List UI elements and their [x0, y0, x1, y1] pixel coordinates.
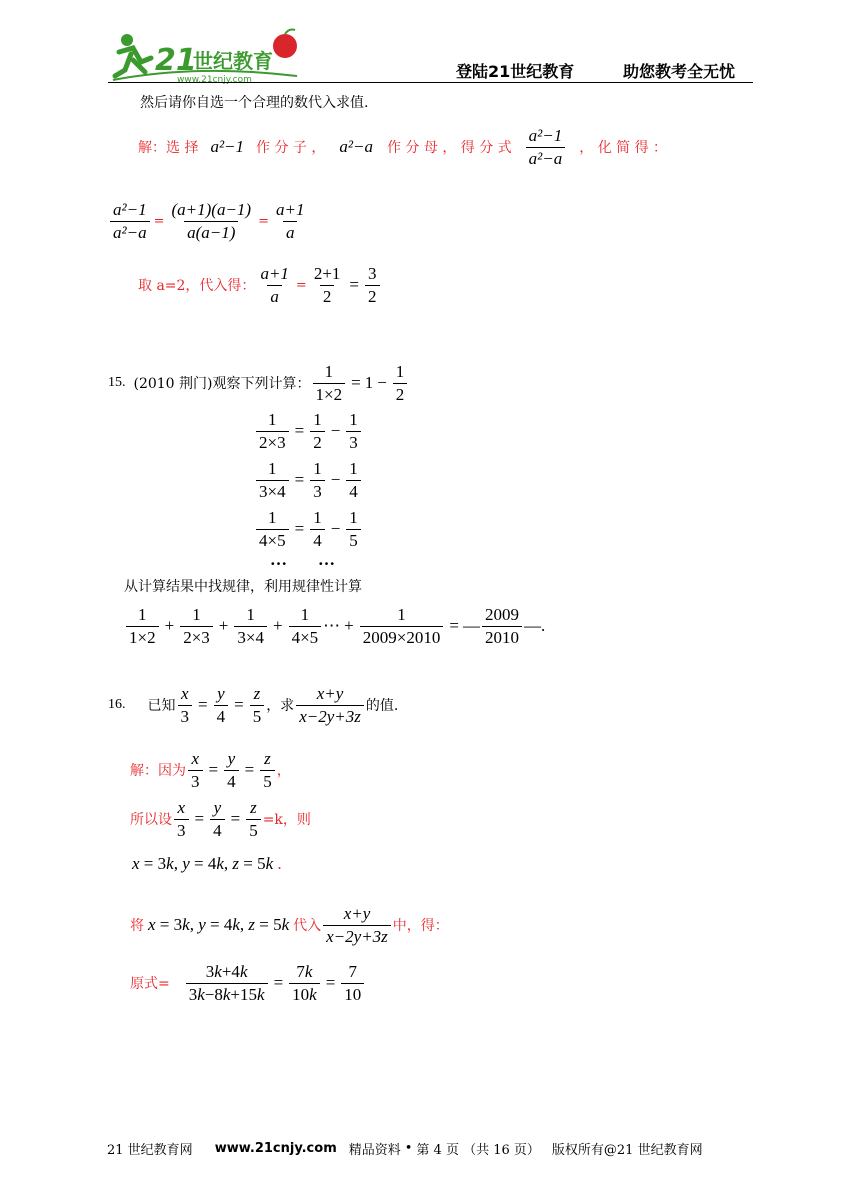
q16-because: 解：因为 $\frac{x}{3}$ = $\frac{y}{4}$ = $\frac{z}{5}$ ，: [130, 749, 291, 791]
svg-text:21: 21: [155, 43, 197, 78]
header-rule: [108, 82, 753, 83]
footer-label: 精品资料: [348, 1143, 401, 1158]
q16-k-values: x = 3k, y = 4k, z = 5k .: [132, 854, 282, 873]
q15-header: 15. (2010 荆门)观察下列计算： $\frac{1}{1\times 2}$ = 1 − $\frac{1}{2}$: [108, 362, 409, 404]
q16-value-of: 的值.: [365, 698, 399, 715]
q16-substitute: 将 x = 3k, y = 4k, z = 5k 代入 $\frac{x+y}{x-2y+3z}$ 中，得：: [130, 904, 449, 946]
q15-pattern-row-1: $\frac{1}{2\times 3}$ = $\frac{1}{2}$ − $\frac{1}{3}$: [254, 410, 363, 452]
site-logo[interactable]: [107, 26, 307, 88]
q15-dots-left: …: [270, 550, 287, 569]
footer-url[interactable]: www.21cnjy.com: [214, 1141, 337, 1156]
header-slogan-left: 登陆21世纪教育: [456, 62, 575, 81]
footer-page: 第 4 页 （共 16 页）: [416, 1143, 540, 1158]
q15-number: 15.: [108, 375, 126, 391]
q15-pattern-row-3: $\frac{1}{4\times 5}$ = $\frac{1}{4}$ − $\frac{1}{5}$: [254, 508, 363, 550]
svg-text:世纪教育: 世纪教育: [193, 49, 273, 73]
q16-result: 原式= $\frac{3k+4k}{3k-8k+15k}$ = $\frac{7k}{10k}$ = $\frac{7}{10}$: [130, 962, 366, 1004]
sol14-as-denom: 作 分 母 ， 得 分 式: [386, 140, 512, 157]
header-slogan-right: 助您教考全无忧: [623, 62, 736, 81]
sol14-fraction: $\frac{\text{a²−1}}{\text{a²−a}}$: [526, 126, 566, 168]
sol14-simplify: ， 化 简 得 ：: [579, 140, 668, 157]
footer-site-name: 21 世纪教育网: [107, 1143, 193, 1158]
sol14-simplification: $\frac{\text{a²−1}}{\text{a²−a}}$ = $\frac{(a+1)(a-1)}{a(a-1)}$ = $\frac{a+1}{a}$: [108, 200, 309, 242]
q16-number: 16.: [108, 697, 126, 713]
sol14-choose-prefix: 解：选 择: [138, 140, 199, 157]
sol14-substitute-label: 取 a=2，代入得：: [138, 278, 256, 295]
q16-header: 16. 已知 $\frac{x}{3}$ = $\frac{y}{4}$ = $\frac{z}{5}$ ，求 $\frac{x+y}{x-2y+3z}$ 的值.: [108, 684, 399, 726]
sol14-as-numer: 作 分 子 ，: [256, 140, 326, 157]
q16-ask: ，求: [266, 698, 295, 715]
sol14-choice-line: [138, 126, 667, 168]
q16-known: 已知: [147, 698, 176, 715]
q15-answer: $\frac{2009}{2010}$: [482, 605, 522, 647]
q15-source: (2010 荆门)观察下列计算：: [133, 376, 311, 393]
intro-line: 然后请你自选一个合理的数代入求值.: [140, 95, 369, 111]
q15-pattern-row-2: $\frac{1}{3\times 4}$ = $\frac{1}{3}$ − $\frac{1}{4}$: [254, 459, 363, 501]
sol14-numer-choice: a²−1: [210, 137, 245, 157]
footer: 21 世纪教育网 www.21cnjy.com 精品资料 • 第 4 页 （共 16 页） 版权所有@21 世纪教育网: [107, 1141, 703, 1158]
q15-dots-right: …: [318, 550, 335, 569]
footer-copyright: 版权所有@21 世纪教育网: [551, 1143, 703, 1158]
q15-sum: $\frac{1}{1\times 2}$ + $\frac{1}{2\times 3}$ + $\frac{1}{3\times 4}$ + $\frac{1}{4\times 5}$ ⋯ + $\frac{1}{2009\times 2010}$ = — $\frac{2009}{2010}$ —.: [124, 605, 545, 647]
q16-let: 所以设 $\frac{x}{3}$ = $\frac{y}{4}$ = $\frac{z}{5}$ =k，则: [130, 798, 311, 840]
sol14-denom-choice: a²−a: [339, 137, 373, 157]
q15-found-rule: 从计算结果中找规律，利用规律性计算: [124, 579, 362, 595]
svg-text:www.21cnjy.com: www.21cnjy.com: [177, 75, 252, 85]
sol14-substitute: 取 a=2，代入得： $\frac{a+1}{a}$ = $\frac{2+1}{2}$ = $\frac{3}{2}$: [138, 264, 382, 306]
